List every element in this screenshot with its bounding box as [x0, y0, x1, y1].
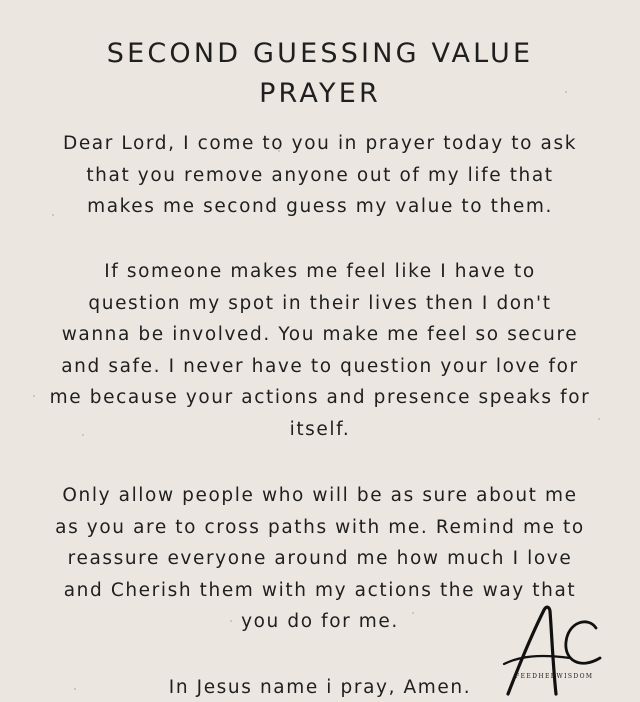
text-line: that you remove anyone out of my life that	[86, 164, 554, 186]
logo-wordmark: FEEDHERWISDOM	[515, 673, 594, 680]
brand-logo	[496, 598, 636, 702]
paragraph-2	[0, 256, 640, 445]
text-line: Dear Lord, I come to you in prayer today to ask	[62, 133, 578, 154]
text-line: me because your actions and presence speaks for	[49, 387, 591, 408]
text-line: If someone makes me feel like I have to	[104, 261, 536, 282]
text-line: itself.	[289, 418, 351, 440]
text-line: and safe. I never have to question your love for	[61, 355, 579, 377]
closing-line: In Jesus name i pray, Amen.	[168, 677, 472, 698]
page-title	[0, 34, 640, 114]
text-line: you do for me.	[241, 611, 399, 632]
monogram-ac-icon	[496, 598, 636, 702]
text-line: reassure everyone around me how much I love	[67, 548, 573, 569]
text-line: question my spot in their lives then I don't	[88, 292, 552, 314]
title-line: SECOND GUESSING VALUE	[106, 38, 534, 69]
paragraph-1	[0, 128, 640, 223]
text-line: makes me second guess my value to them.	[87, 196, 553, 217]
text-line: and Cherish them with my actions the way that	[63, 579, 577, 601]
title-line: PRAYER	[259, 78, 381, 109]
text-line: Only allow people who will be as sure about me	[62, 485, 578, 506]
text-line: wanna be involved. You make me feel so secure	[61, 324, 579, 345]
text-line: as you are to cross paths with me. Remind me to	[55, 516, 585, 538]
